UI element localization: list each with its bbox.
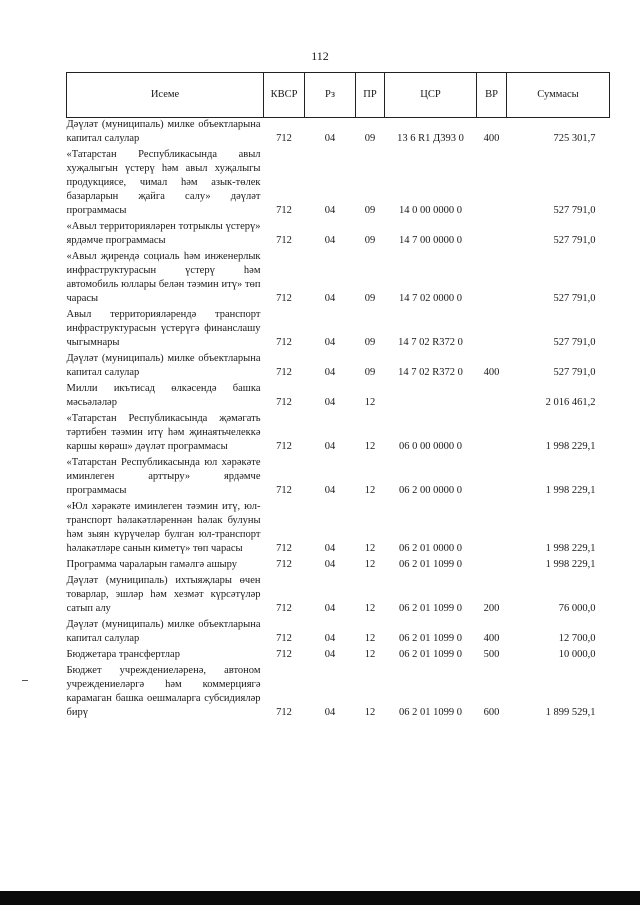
cell-vr: 600 <box>483 707 500 718</box>
cell-kvsr: 712 <box>276 397 292 408</box>
cell-pr: 12 <box>364 543 376 554</box>
cell-vr: 400 <box>483 633 500 644</box>
cell-csr: 14 7 00 0000 0 <box>399 235 462 246</box>
cell-kvsr: 712 <box>276 235 292 246</box>
cell-name: «Юл хәрәкәте иминлеген тәэмин итү, юл-транспорт һәлакәтләреннән һәлак булуны һәм зыян күрүчеләр булган юл-транспорт һәлакәтләре санын киметү» төп чарасы <box>66 501 261 554</box>
cell-name: Авыл территорияләрендә транспорт инфраструктурасын үстерүгә финанслашу чыгымнары <box>66 309 261 348</box>
cell-sum: 725 301,7 <box>553 133 596 144</box>
table-row <box>67 148 610 220</box>
column-header-pr: ПР <box>356 73 385 118</box>
cell-kvsr: 712 <box>276 293 292 304</box>
cell-csr: 06 2 01 1099 0 <box>399 559 462 570</box>
cell-name: Милли икътисад өлкәсендә башка мәсьәләләр <box>66 383 261 408</box>
cell-csr: 14 7 02 R372 0 <box>398 367 463 378</box>
cell-csr: 06 2 01 1099 0 <box>399 707 462 718</box>
table-row <box>67 308 610 352</box>
cell-kvsr: 712 <box>276 633 292 644</box>
cell-csr: 06 2 01 1099 0 <box>399 649 462 660</box>
cell-sum: 1 998 229,1 <box>545 485 596 496</box>
cell-pr: 09 <box>364 337 376 348</box>
page-number: 112 <box>311 49 329 63</box>
cell-pr: 12 <box>364 603 376 614</box>
cell-vr <box>477 148 507 220</box>
cell-csr: 06 2 01 0000 0 <box>399 543 462 554</box>
cell-rz: 04 <box>324 649 336 660</box>
cell-pr: 12 <box>364 397 376 408</box>
cell-sum: 527 791,0 <box>553 293 596 304</box>
table-row <box>67 250 610 308</box>
cell-rz: 04 <box>324 397 336 408</box>
cell-name: Бюджетара трансфертлар <box>66 649 180 660</box>
cell-rz: 04 <box>324 235 336 246</box>
cell-csr: 06 2 01 1099 0 <box>399 603 462 614</box>
cell-csr: 13 6 R1 Д393 0 <box>397 133 464 144</box>
cell-kvsr: 712 <box>276 485 292 496</box>
cell-kvsr: 712 <box>276 133 292 144</box>
table-body <box>67 118 610 723</box>
cell-name: Программа чараларын гамәлгә ашыру <box>66 559 237 570</box>
table-row <box>67 574 610 618</box>
table-row <box>67 412 610 456</box>
cell-rz: 04 <box>324 485 336 496</box>
cell-rz: 04 <box>324 441 336 452</box>
column-header-rz: Рз <box>305 73 356 118</box>
cell-kvsr: 712 <box>276 603 292 614</box>
cell-name: «Татарстан Республикасында юл хәрәкәте иминлеген арттыру» ярдәмче программасы <box>66 457 261 496</box>
cell-vr <box>477 412 507 456</box>
cell-sum: 527 791,0 <box>553 235 596 246</box>
cell-sum: 10 000,0 <box>558 649 596 660</box>
cell-rz: 04 <box>324 707 336 718</box>
cell-sum: 1 998 229,1 <box>545 543 596 554</box>
cell-name: Дәүләт (муниципаль) милке объектларына капитал салулар <box>66 353 261 378</box>
cell-rz: 04 <box>324 367 336 378</box>
cell-pr: 12 <box>364 707 376 718</box>
cell-rz: 04 <box>324 603 336 614</box>
cell-name: Бюджет учреждениеләренә, автоном учреждениеләргә һәм коммерциягә карамаган башка оешмаларга субсидияләр бирү <box>66 665 261 718</box>
scan-bottom-edge <box>0 891 640 905</box>
cell-rz: 04 <box>324 205 336 216</box>
cell-sum: 2 016 461,2 <box>545 397 596 408</box>
cell-rz: 04 <box>324 293 336 304</box>
cell-name: «Татарстан Республикасында авыл хуҗалыгын үстерү һәм авыл хуҗалыгы продукциясе, чимал һәм азык-төлек базарларын җайга салу» дәүләт программасы <box>66 149 261 216</box>
cell-pr: 09 <box>364 367 376 378</box>
cell-pr: 12 <box>364 649 376 660</box>
column-header-sum: Суммасы <box>507 73 610 118</box>
cell-kvsr: 712 <box>276 707 292 718</box>
cell-kvsr: 712 <box>276 205 292 216</box>
table-row <box>67 382 610 412</box>
cell-kvsr: 712 <box>276 649 292 660</box>
scan-mark <box>22 680 28 681</box>
cell-name: Дәүләт (муниципаль) милке объектларына капитал салулар <box>66 119 261 144</box>
column-header-vr: ВР <box>477 73 507 118</box>
cell-rz: 04 <box>324 633 336 644</box>
cell-vr <box>477 456 507 500</box>
table-row <box>67 456 610 500</box>
cell-pr: 12 <box>364 633 376 644</box>
cell-vr: 200 <box>483 603 500 614</box>
cell-csr: 14 7 02 R372 0 <box>398 337 463 348</box>
cell-pr: 12 <box>364 441 376 452</box>
cell-pr: 12 <box>364 559 376 570</box>
cell-vr <box>477 250 507 308</box>
cell-rz: 04 <box>324 543 336 554</box>
cell-csr: 14 7 02 0000 0 <box>399 293 462 304</box>
column-header-name: Исеме <box>67 73 264 118</box>
table-row <box>67 118 610 149</box>
cell-vr <box>477 500 507 558</box>
table-row <box>67 664 610 722</box>
cell-kvsr: 712 <box>276 337 292 348</box>
cell-csr <box>385 382 477 412</box>
table-row <box>67 500 610 558</box>
cell-name: «Авыл территорияләрен тотрыклы үстерү» ярдәмче программасы <box>66 221 261 246</box>
cell-sum: 1 899 529,1 <box>545 707 596 718</box>
cell-vr: 400 <box>483 133 500 144</box>
table-row <box>67 220 610 250</box>
cell-csr: 06 2 00 0000 0 <box>399 485 462 496</box>
cell-csr: 06 0 00 0000 0 <box>399 441 462 452</box>
cell-vr <box>477 308 507 352</box>
cell-kvsr: 712 <box>276 543 292 554</box>
cell-sum: 527 791,0 <box>553 205 596 216</box>
cell-vr: 400 <box>483 367 500 378</box>
table-row <box>67 558 610 574</box>
cell-sum: 76 000,0 <box>558 603 596 614</box>
table-row <box>67 352 610 382</box>
cell-vr <box>477 558 507 574</box>
cell-kvsr: 712 <box>276 441 292 452</box>
cell-vr: 500 <box>483 649 500 660</box>
cell-sum: 1 998 229,1 <box>545 559 596 570</box>
cell-vr <box>477 220 507 250</box>
cell-name: «Татарстан Республикасында җәмәгать тәртибен тәэмин итү һәм җинаятьчелеккә каршы көрәш» дәүләт программасы <box>66 413 261 452</box>
cell-pr: 09 <box>364 133 376 144</box>
table-row <box>67 618 610 648</box>
table-row <box>67 648 610 664</box>
cell-sum: 12 700,0 <box>558 633 596 644</box>
cell-pr: 09 <box>364 293 376 304</box>
cell-rz: 04 <box>324 559 336 570</box>
cell-name: Дәүләт (муниципаль) милке объектларына капитал салулар <box>66 619 261 644</box>
cell-kvsr: 712 <box>276 367 292 378</box>
cell-pr: 09 <box>364 235 376 246</box>
column-header-kvsr: КВСР <box>264 73 305 118</box>
cell-csr: 06 2 01 1099 0 <box>399 633 462 644</box>
cell-vr <box>477 382 507 412</box>
cell-kvsr: 712 <box>276 559 292 570</box>
cell-name: «Авыл җирендә социаль һәм инженерлык инфраструктурасын үстерү һәм автомобиль юллары белән тәэмин итү» төп чарасы <box>66 251 261 304</box>
cell-rz: 04 <box>324 337 336 348</box>
budget-table <box>66 72 610 722</box>
column-header-csr: ЦСР <box>385 73 477 118</box>
cell-sum: 1 998 229,1 <box>545 441 596 452</box>
cell-sum: 527 791,0 <box>553 367 596 378</box>
table-header-row <box>67 73 610 118</box>
cell-pr: 12 <box>364 485 376 496</box>
cell-rz: 04 <box>324 133 336 144</box>
cell-sum: 527 791,0 <box>553 337 596 348</box>
cell-name: Дәүләт (муниципаль) ихтыяҗлары өчен товарлар, эшләр һәм хезмәт күрсәтүләр сатып алу <box>66 575 261 614</box>
cell-pr: 09 <box>364 205 376 216</box>
cell-csr: 14 0 00 0000 0 <box>399 205 462 216</box>
